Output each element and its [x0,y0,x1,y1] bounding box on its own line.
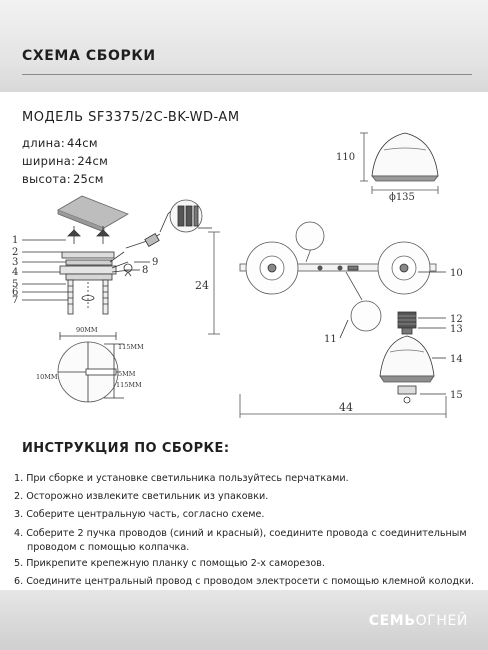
instruction-step-2 [14,488,480,506]
part-label-14: 14 [450,354,463,365]
part-label-11: 11 [324,334,337,345]
shade-detail [336,133,438,203]
instruction-step-5-text: 5. Прикрепите крепежную планку с помощью 2-х саморезов. [14,557,325,569]
instruction-step-6-text: 6. Соедините центральный провод с проводом электросети с помощью клемной колодки. [14,576,475,588]
instruction-step-4 [14,525,480,555]
product-length-label: 44 [339,401,353,414]
model-name: МОДЕЛЬ SF3375/2C-BK-WD-AM [22,110,240,125]
instructions-title: ИНСТРУКЦИЯ ПО СБОРКЕ: [22,441,230,456]
spec-length-label: длина: [22,136,66,150]
spec-width-value: 24см [77,154,109,168]
part-label-12: 12 [450,314,463,325]
mount-label-6: 6 [12,287,19,298]
part-label-15: 15 [450,390,463,401]
instructions-list [14,470,480,591]
plate-side-label: 115MM [118,343,144,351]
page-title: СХЕМА СБОРКИ [22,48,156,64]
shade-diameter-label: ϕ135 [389,192,415,203]
spec-height-value: 25см [72,172,104,186]
spec-height-label: высота: [22,172,71,186]
product-width-label: 24 [195,279,209,292]
instruction-step-4-text: 4. Соберите 2 пучка проводов (синий и красный), соедините провода с соединительным [14,527,467,539]
mount-label-8: 8 [142,265,149,276]
instruction-step-1 [14,470,480,488]
mount-label-2: 2 [12,247,19,258]
mounting-plate-detail [36,326,144,402]
plate-inner-label: 115MM [116,381,142,389]
mount-label-5: 5 [12,279,19,290]
ceiling-mount-exploded [12,196,212,314]
mount-label-7: 7 [12,295,19,306]
instruction-step-5 [14,555,480,573]
spec-width-label: ширина: [22,154,76,168]
mount-label-3: 3 [12,257,19,268]
spec-length-value: 44см [67,136,98,150]
instruction-step-2-text: 2. Осторожно извлеките светильник из упаковки. [14,491,269,503]
instruction-step-3 [14,506,480,524]
plate-screw-label: 5MM [118,370,136,378]
brand-logo-bold: СЕМЬ [368,613,416,629]
plate-hole-label: 10MM [36,373,58,381]
instruction-step-1-text: 1. При сборке и установке светильника пользуйтесь перчатками. [14,473,349,484]
brand-logo-light: ОГНЕЙ [415,613,468,629]
instruction-step-6 [14,573,480,591]
shade-height-label: 110 [336,152,356,163]
footer-banner [0,590,488,650]
mount-label-4: 4 [12,267,19,278]
brand-logo [369,613,468,629]
mount-label-1: 1 [12,235,19,246]
mount-label-9: 9 [152,257,159,268]
instruction-step-3-text: 3. Соберите центральную часть, согласно схеме. [14,509,265,521]
instruction-step-4-continuation: проводом с помощью колпачка. [27,541,190,553]
product-drawing [195,222,463,418]
part-label-13: 13 [450,324,463,335]
plate-width-label: 90MM [76,326,98,334]
part-label-10: 10 [450,268,463,279]
